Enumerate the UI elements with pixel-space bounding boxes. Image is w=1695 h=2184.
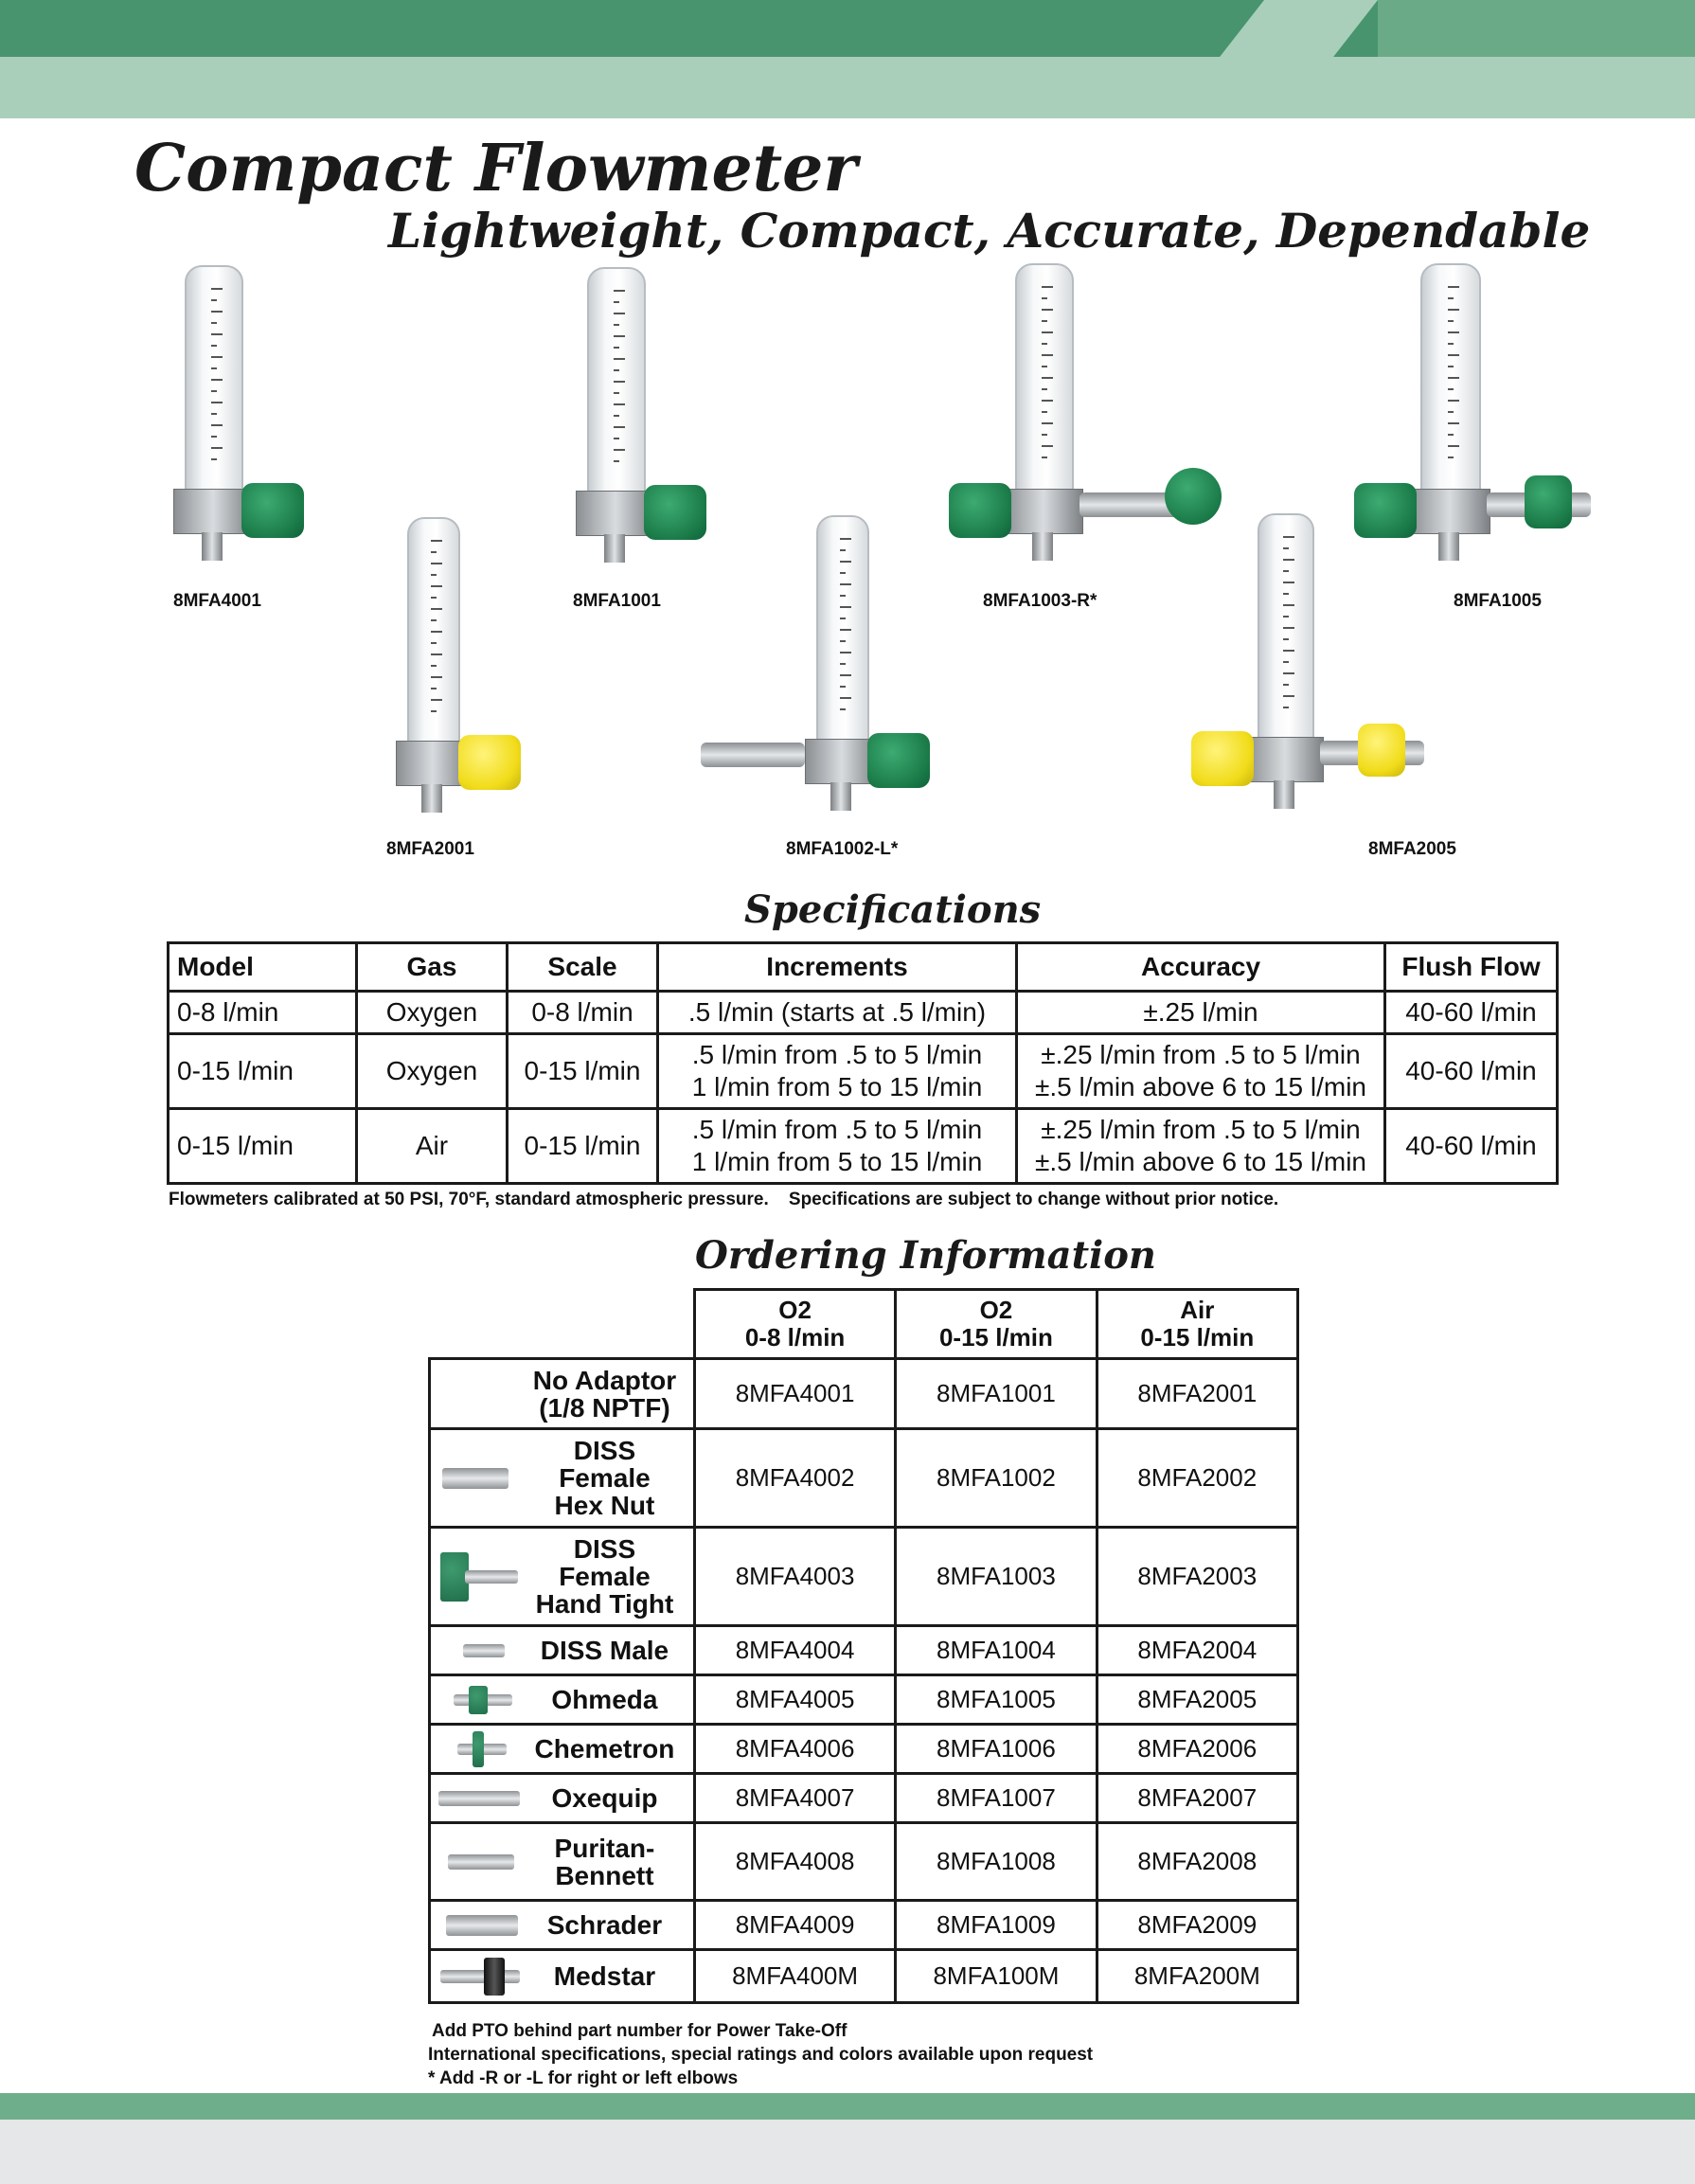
part-number: 8MFA4009 xyxy=(694,1901,895,1950)
column-header: Increments xyxy=(658,943,1017,992)
adaptor-name: Schrader xyxy=(546,1910,663,1940)
adaptor-name: Puritan- Bennett xyxy=(554,1833,655,1890)
spec-gas: Air xyxy=(357,1109,508,1184)
part-number: 8MFA1008 xyxy=(896,1823,1097,1901)
table-row xyxy=(169,1034,1558,1109)
part-number: 8MFA4006 xyxy=(694,1725,895,1774)
specifications-table xyxy=(167,941,1559,1185)
header-band-light xyxy=(0,57,1695,118)
no-adaptor-icon xyxy=(437,1375,522,1413)
specifications-title: Specifications xyxy=(744,887,1042,932)
column-header: O2 0-15 l/min xyxy=(896,1290,1097,1359)
flow-knob-icon xyxy=(644,485,706,540)
oxequip-icon xyxy=(437,1780,522,1817)
chemetron-icon xyxy=(437,1730,522,1768)
adaptor-name: DISS Female Hand Tight xyxy=(535,1534,674,1619)
adaptor-name: Medstar xyxy=(553,1961,656,1991)
adaptor-cell xyxy=(430,1901,695,1950)
product-model-label: 8MFA1005 xyxy=(1454,591,1542,611)
part-number: 8MFA1001 xyxy=(896,1359,1097,1429)
spec-gas: Oxygen xyxy=(357,1034,508,1109)
table-header-row xyxy=(169,943,1558,992)
product-model-label: 8MFA2005 xyxy=(1368,839,1456,859)
part-number: 8MFA2002 xyxy=(1097,1429,1297,1528)
spec-increments: .5 l/min (starts at .5 l/min) xyxy=(658,992,1017,1034)
part-number: 8MFA2001 xyxy=(1097,1359,1297,1429)
part-number: 8MFA2006 xyxy=(1097,1725,1297,1774)
adaptor-cell xyxy=(430,1429,695,1528)
footnote: Add PTO behind part number for Power Take-Off xyxy=(432,2021,848,2041)
part-number: 8MFA1009 xyxy=(896,1901,1097,1950)
flow-knob-icon xyxy=(949,483,1011,538)
page-subtitle: Lightweight, Compact, Accurate, Dependable xyxy=(388,203,1591,259)
diss-male-icon xyxy=(437,1632,522,1670)
spec-flush-flow: 40-60 l/min xyxy=(1385,1034,1558,1109)
adaptor-cell xyxy=(430,1359,695,1429)
part-number: 8MFA2007 xyxy=(1097,1774,1297,1823)
spec-accuracy: ±.25 l/min from .5 to 5 l/min ±.5 l/min above 6 to 15 l/min xyxy=(1017,1034,1385,1109)
puritan-bennett-icon xyxy=(437,1843,522,1881)
flow-knob-icon xyxy=(241,483,304,538)
spec-model: 0-15 l/min xyxy=(169,1034,357,1109)
adaptor-name: Ohmeda xyxy=(551,1685,658,1714)
adaptor-cell xyxy=(430,1950,695,2003)
ohmeda-icon xyxy=(437,1681,522,1719)
adaptor-name: DISS Male xyxy=(540,1636,669,1665)
spec-increments: .5 l/min from .5 to 5 l/min 1 l/min from 5 to 15 l/min xyxy=(658,1034,1017,1109)
column-header: Flush Flow xyxy=(1385,943,1558,992)
spec-flush-flow: 40-60 l/min xyxy=(1385,992,1558,1034)
table-row xyxy=(430,1359,1298,1429)
part-number: 8MFA4003 xyxy=(694,1528,895,1626)
footer-band xyxy=(0,2093,1695,2120)
spec-scale: 0-15 l/min xyxy=(508,1034,658,1109)
part-number: 8MFA4002 xyxy=(694,1429,895,1528)
part-number: 8MFA1005 xyxy=(896,1675,1097,1725)
table-row xyxy=(430,1675,1298,1725)
column-header: Gas xyxy=(357,943,508,992)
part-number: 8MFA100M xyxy=(896,1950,1097,2003)
column-header: Accuracy xyxy=(1017,943,1385,992)
table-row xyxy=(430,1429,1298,1528)
adaptor-name: No Adaptor (1/8 NPTF) xyxy=(532,1365,677,1423)
part-number: 8MFA1004 xyxy=(896,1626,1097,1675)
part-number: 8MFA2004 xyxy=(1097,1626,1297,1675)
table-row xyxy=(430,1901,1298,1950)
adaptor-name: DISS Female Hex Nut xyxy=(554,1436,655,1520)
part-number: 8MFA1006 xyxy=(896,1725,1097,1774)
product-model-label: 8MFA1001 xyxy=(573,591,661,611)
adaptor-cell xyxy=(430,1675,695,1725)
part-number: 8MFA4007 xyxy=(694,1774,895,1823)
table-row xyxy=(430,1725,1298,1774)
spec-model: 0-15 l/min xyxy=(169,1109,357,1184)
flow-knob-icon xyxy=(867,733,930,788)
spec-scale: 0-8 l/min xyxy=(508,992,658,1034)
part-number: 8MFA2003 xyxy=(1097,1528,1297,1626)
table-corner xyxy=(430,1290,695,1359)
adaptor-cell xyxy=(430,1528,695,1626)
flow-knob-icon xyxy=(1354,483,1417,538)
schrader-icon xyxy=(437,1907,522,1944)
spec-increments: .5 l/min from .5 to 5 l/min 1 l/min from 5 to 15 l/min xyxy=(658,1109,1017,1184)
part-number: 8MFA400M xyxy=(694,1950,895,2003)
part-number: 8MFA1003 xyxy=(896,1528,1097,1626)
product-model-label: 8MFA1002-L* xyxy=(786,839,899,859)
adaptor-name: Chemetron xyxy=(534,1734,675,1763)
adaptor-name: Oxequip xyxy=(551,1783,658,1813)
adaptor-cell xyxy=(430,1725,695,1774)
spec-accuracy: ±.25 l/min from .5 to 5 l/min ±.5 l/min above 6 to 15 l/min xyxy=(1017,1109,1385,1184)
medstar-icon xyxy=(437,1958,522,1996)
diss-female-hex-nut-icon xyxy=(437,1459,522,1497)
adaptor-cell xyxy=(430,1823,695,1901)
part-number: 8MFA4001 xyxy=(694,1359,895,1429)
part-number: 8MFA4005 xyxy=(694,1675,895,1725)
spec-accuracy: ±.25 l/min xyxy=(1017,992,1385,1034)
part-number: 8MFA1007 xyxy=(896,1774,1097,1823)
spec-flush-flow: 40-60 l/min xyxy=(1385,1109,1558,1184)
part-number: 8MFA2005 xyxy=(1097,1675,1297,1725)
product-model-label: 8MFA2001 xyxy=(386,839,474,859)
footnote: International specifications, special ratings and colors available upon request xyxy=(428,2045,1094,2065)
page-title: Compact Flowmeter xyxy=(134,131,858,206)
specifications-note: Flowmeters calibrated at 50 PSI, 70°F, standard atmospheric pressure. Specifications are subject to change without prior notice. xyxy=(169,1190,1279,1209)
part-number: 8MFA4004 xyxy=(694,1626,895,1675)
elbow-fitting-icon xyxy=(701,743,805,767)
footer-base xyxy=(0,2120,1695,2184)
product-model-label: 8MFA1003-R* xyxy=(983,591,1097,611)
column-header: Air 0-15 l/min xyxy=(1097,1290,1297,1359)
ordering-table xyxy=(428,1288,1299,2004)
adaptor-cell xyxy=(430,1626,695,1675)
table-row xyxy=(430,1528,1298,1626)
flow-knob-icon xyxy=(458,735,521,790)
table-row xyxy=(430,1950,1298,2003)
table-row xyxy=(169,992,1558,1034)
column-header: O2 0-8 l/min xyxy=(694,1290,895,1359)
spec-scale: 0-15 l/min xyxy=(508,1109,658,1184)
header-accent-right xyxy=(1378,0,1695,57)
product-model-label: 8MFA4001 xyxy=(173,591,261,611)
adaptor-cell xyxy=(430,1774,695,1823)
spec-gas: Oxygen xyxy=(357,992,508,1034)
ordering-title: Ordering Information xyxy=(695,1233,1157,1278)
column-header: Model xyxy=(169,943,357,992)
table-row xyxy=(430,1626,1298,1675)
diss-female-hand-tight-icon xyxy=(437,1558,522,1596)
part-number: 8MFA4008 xyxy=(694,1823,895,1901)
footnote: * Add -R or -L for right or left elbows xyxy=(428,2068,739,2088)
spec-model: 0-8 l/min xyxy=(169,992,357,1034)
table-row xyxy=(430,1823,1298,1901)
table-row xyxy=(169,1109,1558,1184)
column-header: Scale xyxy=(508,943,658,992)
part-number: 8MFA2009 xyxy=(1097,1901,1297,1950)
part-number: 8MFA1002 xyxy=(896,1429,1097,1528)
part-number: 8MFA2008 xyxy=(1097,1823,1297,1901)
flow-knob-icon xyxy=(1191,731,1254,786)
table-header-row xyxy=(430,1290,1298,1359)
part-number: 8MFA200M xyxy=(1097,1950,1297,2003)
table-row xyxy=(430,1774,1298,1823)
footnotes xyxy=(428,2019,1093,2090)
